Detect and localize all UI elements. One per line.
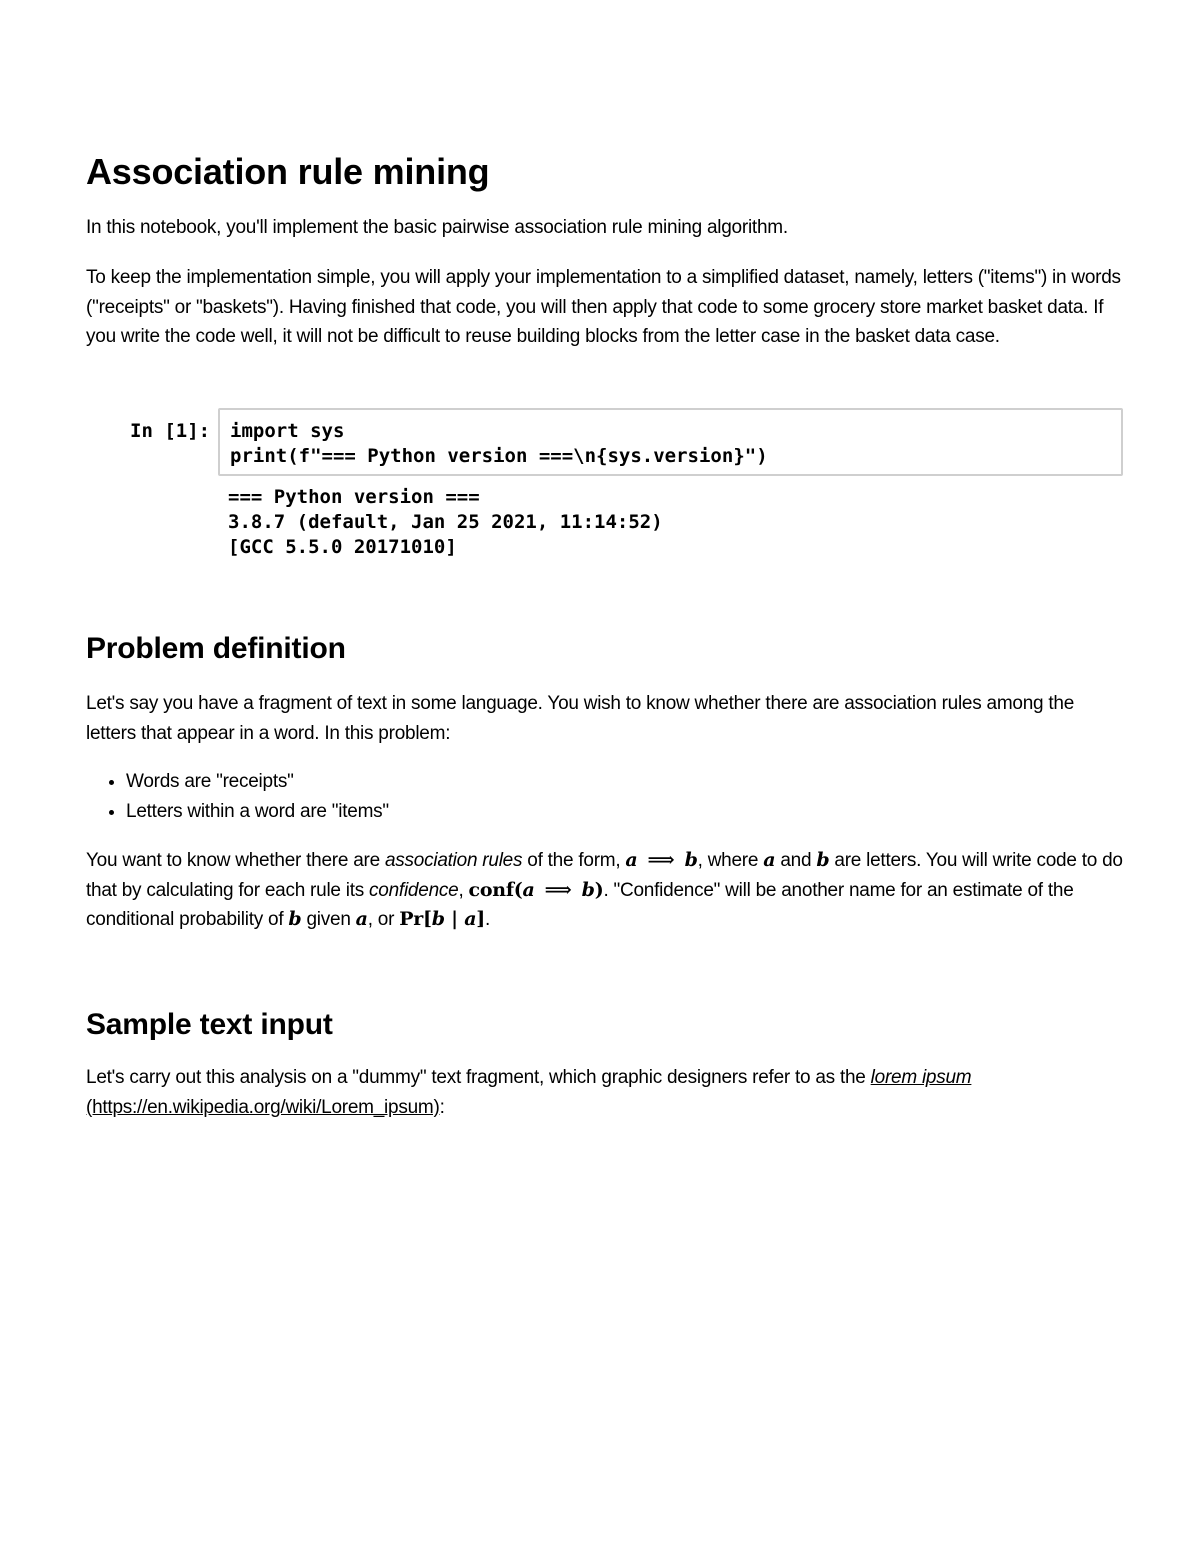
sample-heading: Sample text input xyxy=(86,1008,333,1041)
problem-bullet-list xyxy=(86,767,1126,826)
text-span: and xyxy=(775,850,817,871)
code-cell[interactable] xyxy=(218,408,1123,476)
math-pr: Pr[ xyxy=(399,908,432,930)
sample-paragraph xyxy=(86,1063,1126,1122)
emphasis-confidence: confidence xyxy=(369,879,459,901)
cell-prompt: In [1]: xyxy=(130,420,211,442)
math-b: b xyxy=(288,908,302,930)
code-line-1: import sys xyxy=(230,420,345,442)
text-span: Let's carry out this analysis on a "dummy" text fragment, which graphic designers refer to as the xyxy=(86,1067,871,1088)
text-span: . "Confidence" will be another name for an estimate of the conditional probability of xyxy=(86,879,1074,930)
math-b: b xyxy=(816,849,830,871)
math-a: a xyxy=(522,878,535,901)
text-span: , where xyxy=(697,850,764,871)
math-b: b xyxy=(581,878,595,901)
text-span: are letters. You will write code to do that by calculating for each rule its xyxy=(86,850,1123,901)
math-b: b xyxy=(431,908,445,930)
math-close-paren: ) xyxy=(594,878,604,901)
problem-heading: Problem definition xyxy=(86,632,346,665)
math-a: a xyxy=(355,908,368,930)
output-line-2: 3.8.7 (default, Jan 25 2021, 11:14:52) xyxy=(228,511,663,533)
text-span: of the form, xyxy=(522,850,626,871)
page-title: Association rule mining xyxy=(86,151,490,192)
text-span: You want to know whether there are xyxy=(86,850,385,871)
math-implies: ⟹ xyxy=(544,878,572,901)
math-right-bracket: ] xyxy=(476,908,486,930)
text-span: , xyxy=(458,879,469,901)
list-item: • Letters within a word are "items" xyxy=(126,797,1126,827)
problem-paragraph-2 xyxy=(86,846,1126,935)
text-span: given xyxy=(301,909,356,930)
intro-paragraph-2: To keep the implementation simple, you will apply your implementation to a simplified dataset, namely, letters ("items") in words ("receipts" or "baskets"). Having finished that code, you will then apply that code to some grocery store market basket data. If you write the code well, it will not be difficult to reuse building blocks from the letter case in the basket data case. xyxy=(86,267,1121,347)
code-line-2: print(f"=== Python version ===\n{sys.version}") xyxy=(230,445,768,467)
output-line-1: === Python version === xyxy=(228,486,480,508)
math-bar: | xyxy=(444,908,465,930)
math-implies: ⟹ xyxy=(647,849,675,871)
output-line-3: [GCC 5.5.0 20171010] xyxy=(228,536,457,558)
emphasis-association-rules: association rules xyxy=(384,850,523,871)
list-item: • Words are "receipts" xyxy=(126,767,1126,797)
text-span: : xyxy=(439,1096,445,1118)
text-span: , or xyxy=(367,909,400,930)
problem-paragraph-1: Let's say you have a fragment of text in some language. You wish to know whether there are association rules among the letters that appear in a word. In this problem: xyxy=(86,693,1075,744)
math-b: b xyxy=(684,849,698,871)
lorem-ipsum-url-link[interactable]: (https://en.wikipedia.org/wiki/Lorem_ipsum) xyxy=(86,1096,440,1118)
text-span: . xyxy=(485,909,491,930)
lorem-ipsum-link[interactable]: lorem ipsum xyxy=(870,1067,972,1088)
math-a: a xyxy=(763,849,776,871)
math-a: a xyxy=(625,849,638,871)
math-conf: conf( xyxy=(468,878,523,901)
intro-paragraph-1: In this notebook, you'll implement the basic pairwise association rule mining algorithm. xyxy=(86,217,788,238)
math-a: a xyxy=(464,908,477,930)
